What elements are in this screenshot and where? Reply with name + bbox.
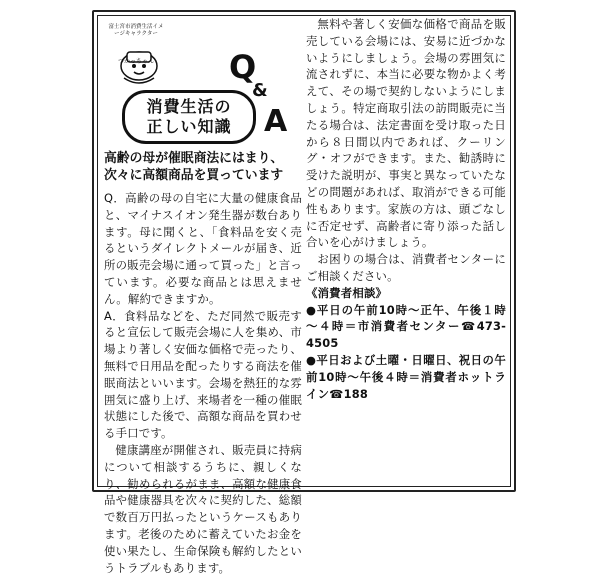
qa-letter-q: Q	[229, 48, 257, 86]
question-paragraph: Q．高齢の母の自宅に大量の健康食品と、マイナスイオン発生器が数台あります。母に聞くと、「食料品を安く売るというダイレクトメールが届き、近所の販売会場に通って買った」と言っています。必要な商品とは思えません。解約できますか。	[104, 191, 302, 306]
mascot-caption: 富士宮市消費生活イメージキャラクター	[108, 24, 164, 37]
consult-item-1: ●平日の午前10時～正午、午後１時～４時＝市消費者センター☎473-4505	[306, 302, 506, 351]
right-column-text	[306, 16, 506, 402]
qa-ampersand: &	[252, 80, 268, 101]
column-title	[122, 90, 256, 144]
consult-heading: 《消費者相談》	[306, 285, 388, 300]
article-headline: 高齢の母が催眠商法にはまり、次々に高額商品を買っています	[104, 151, 284, 183]
qa-article-frame	[92, 10, 516, 575]
answer-paragraph-3: 無料や著しく安価な価格で商品を販売している会場には、安易に近づかないようにしましょう。会場の雰囲気に流されずに、本当に必要な物かよく考えて、その場で契約しないようにしましょう。特定商取引法の訪問販売に当たる場合は、法定書面を受け取った日から８日間以内であれば、クーリング・オフができます。また、勧誘時に受けた説明が、事実と異なっていたなどの問題があれば、取消ができる可能性もあります。家族の方は、頭ごなしに否定せず、高齢者に寄り添った話し合いを心がけましょう。	[306, 17, 506, 250]
title-line-1: 消費生活の	[146, 97, 232, 116]
qa-letter-a: A	[264, 104, 288, 139]
title-line-2: 正しい知識	[146, 117, 232, 136]
left-column-text	[104, 190, 302, 576]
answer-paragraph-4: お困りの場合は、消費者センターにご相談ください。	[306, 252, 506, 283]
consult-item-2: ●平日および土曜・日曜日、祝日の午前10時～午後４時＝消費者ホットライン☎188	[306, 352, 506, 401]
mascot-name: つかっちゃん	[117, 58, 154, 65]
answer-paragraph-2: 健康講座が開催され、販売員に持病について相談するうちに、親しくなり、勧められるがまま、高額な健康食品や健康器具を次々に契約した、総額で数百万円払ったというケースもあります。老後のために蓄えていたお金を使い果たし、生命保険も解約したというトラブルもあります。	[104, 442, 302, 575]
answer-paragraph-1: A．食料品などを、ただ同然で販売すると宣伝して販売会場に人を集め、市場より著しく安価な価格で売ったり、無料で日用品を配ったりする商法を催眠商法といいます。会場を熱狂的な雰囲気に盛り上げ、来場者を一種の催眠状態にした後で、高額な商品を買わせる手口です。	[104, 308, 302, 441]
column-header	[104, 20, 299, 144]
